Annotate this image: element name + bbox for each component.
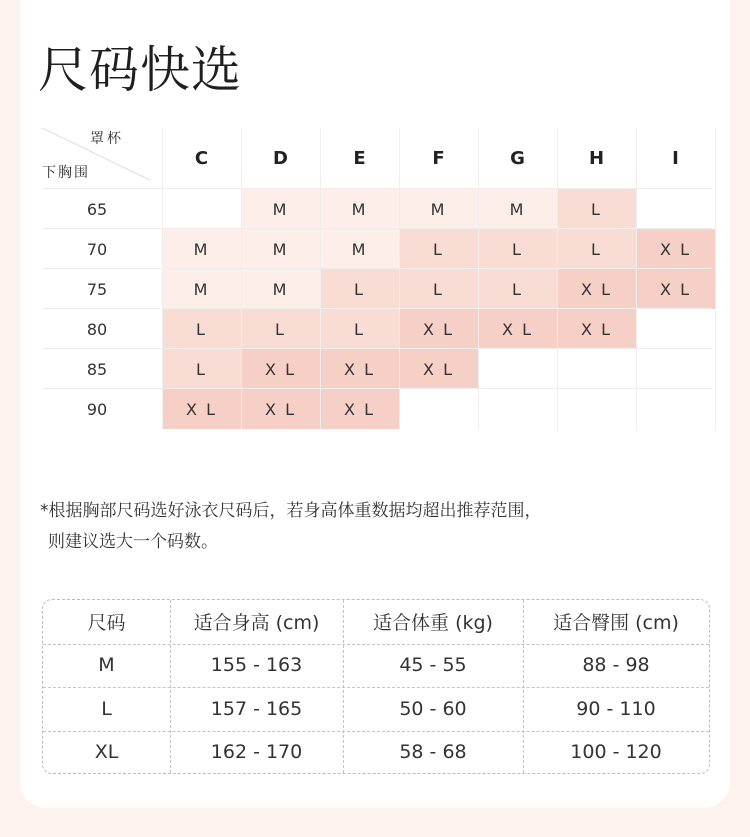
size-cell (557, 389, 636, 429)
size-cell (399, 389, 478, 429)
size-cell: L (241, 309, 320, 349)
size-cell: M (241, 229, 320, 269)
size-cell: M (162, 229, 241, 269)
cup-header-c: C (194, 147, 209, 169)
col-divider (241, 128, 242, 430)
size-cell: X L (162, 389, 241, 429)
size-cell (478, 349, 557, 389)
table-cell: XL (94, 741, 119, 764)
band-label-90: 90 (86, 399, 108, 419)
table-header-cell: 适合身高 (cm) (193, 612, 320, 635)
col-divider (636, 128, 637, 430)
size-cell: X L (241, 349, 320, 389)
size-cell: M (478, 189, 557, 229)
size-cell: X L (399, 349, 478, 389)
size-cell: M (241, 269, 320, 309)
band-label-85: 85 (86, 359, 108, 379)
table-cell: 100 - 120 (570, 741, 662, 764)
size-cell (636, 309, 715, 349)
table-col-divider (343, 600, 344, 773)
row-divider (42, 308, 712, 309)
size-cell: L (557, 189, 636, 229)
table-cell: 88 - 98 (582, 654, 650, 677)
table-header-cell: 适合臀围 (cm) (553, 612, 679, 635)
table-header-cell: 适合体重 (kg) (373, 612, 493, 635)
size-cell: X L (636, 229, 715, 269)
size-cell (557, 349, 636, 389)
size-cell: L (320, 309, 399, 349)
measurement-table (42, 599, 710, 774)
size-cell (478, 389, 557, 429)
row-divider (42, 388, 712, 389)
cup-header-e: E (353, 147, 366, 169)
table-cell: M (98, 654, 115, 677)
col-divider (399, 128, 400, 430)
row-divider (42, 268, 712, 269)
table-row-divider (43, 731, 709, 732)
size-cell: M (320, 189, 399, 229)
size-cell: X L (320, 349, 399, 389)
band-label-65: 65 (86, 199, 108, 219)
band-label-70: 70 (86, 239, 108, 259)
cup-header-g: G (510, 147, 525, 169)
grid-corner-header (42, 128, 162, 188)
row-divider (42, 188, 712, 189)
table-header-cell: 尺码 (87, 612, 126, 635)
size-cell: M (399, 189, 478, 229)
col-divider (557, 128, 558, 430)
table-col-divider (170, 600, 171, 773)
row-divider (42, 348, 712, 349)
cup-header-h: H (588, 147, 605, 169)
size-cell (162, 189, 241, 229)
size-cell: L (399, 269, 478, 309)
size-cell: X L (557, 269, 636, 309)
col-divider (478, 128, 479, 430)
cup-axis-label: 罩杯 (90, 131, 124, 147)
size-cell: M (320, 229, 399, 269)
col-divider (715, 128, 716, 430)
size-cell: L (162, 349, 241, 389)
table-row-divider (43, 644, 709, 645)
col-divider (162, 128, 163, 430)
size-note (40, 496, 542, 558)
table-cell: 162 - 170 (210, 741, 303, 764)
table-row-divider (43, 687, 709, 688)
size-cell: L (162, 309, 241, 349)
cup-header-f: F (432, 147, 445, 169)
size-cell: X L (241, 389, 320, 429)
cup-header-i: I (672, 147, 679, 169)
size-cell: X L (557, 309, 636, 349)
size-cell (636, 349, 715, 389)
band-axis-label: 下胸围 (42, 165, 90, 181)
cup-header-d: D (273, 147, 288, 169)
size-cell: X L (399, 309, 478, 349)
size-cell: X L (478, 309, 557, 349)
table-cell: 157 - 165 (210, 697, 303, 720)
note-line-1: *根据胸部尺码选好泳衣尺码后，若身高体重数据均超出推荐范围， (40, 501, 542, 521)
size-cell: M (241, 189, 320, 229)
table-col-divider (523, 600, 524, 773)
size-cell (636, 389, 715, 429)
table-cell: 58 - 68 (399, 741, 467, 764)
row-divider (42, 228, 712, 229)
page-title: 尺码快选 (38, 41, 242, 99)
band-label-75: 75 (86, 279, 108, 299)
size-cell: M (162, 269, 241, 309)
size-cell: L (478, 229, 557, 269)
size-cell: X L (636, 269, 715, 309)
size-cell: L (320, 269, 399, 309)
table-cell: 50 - 60 (399, 697, 467, 720)
band-label-80: 80 (86, 319, 108, 339)
table-cell: 45 - 55 (399, 654, 467, 677)
note-line-2: 则建议选大一个码数。 (48, 532, 218, 552)
size-cell: L (557, 229, 636, 269)
size-cell: L (478, 269, 557, 309)
size-cell (636, 189, 715, 229)
table-cell: 90 - 110 (576, 697, 656, 720)
size-cell: X L (320, 389, 399, 429)
table-cell: 155 - 163 (210, 654, 303, 677)
size-cell: L (399, 229, 478, 269)
table-cell: L (101, 697, 112, 720)
col-divider (320, 128, 321, 430)
